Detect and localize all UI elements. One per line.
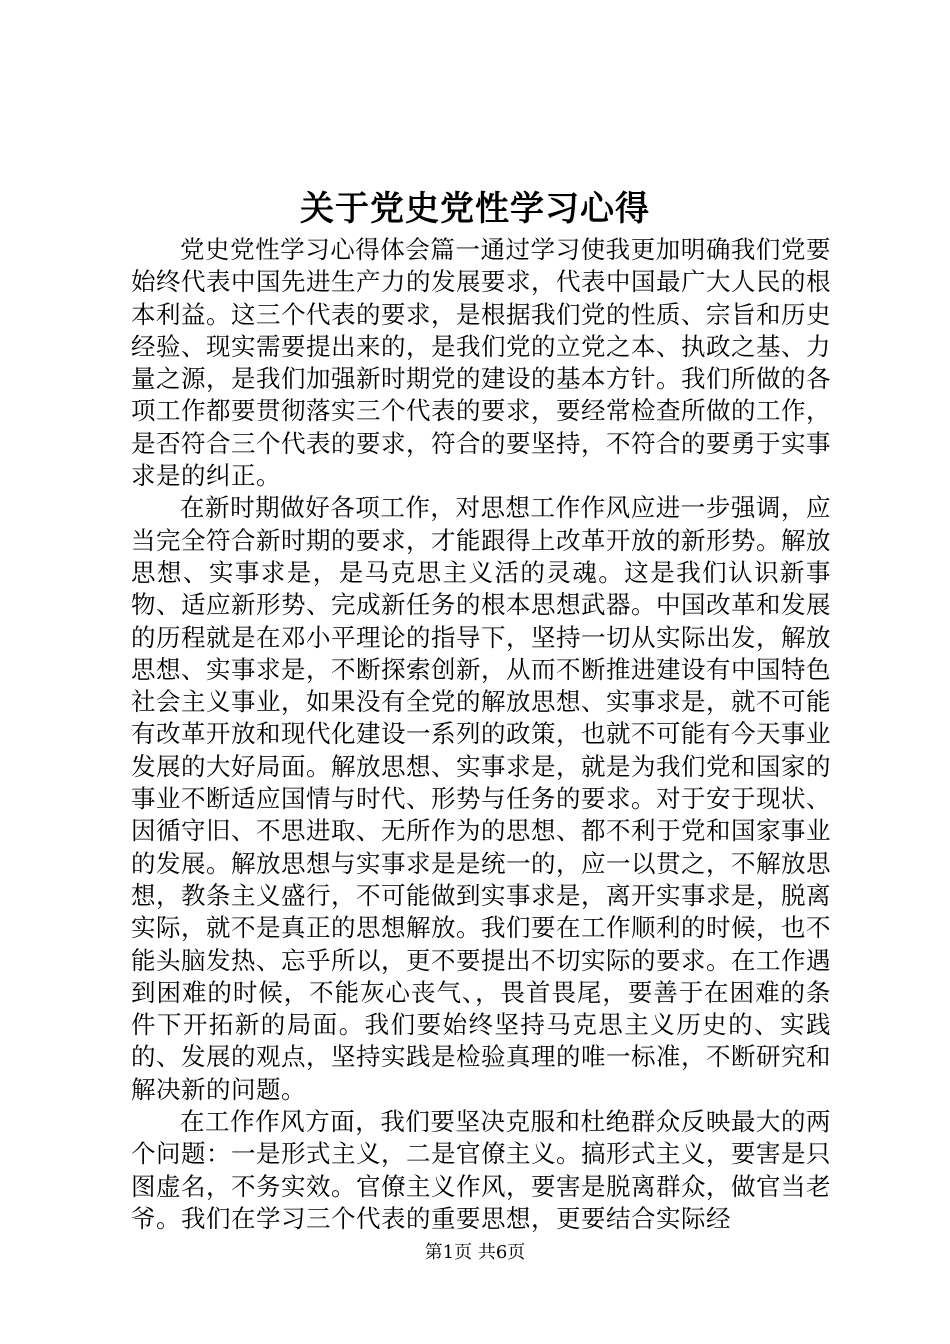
document-title: 关于党史党性学习心得: [300, 189, 650, 229]
page-footer: 第1页 共6页: [424, 1242, 526, 1263]
paragraph-1: 党史党性学习心得体会篇一通过学习使我更加明确我们党要始终代表中国先进生产力的发展要求，代表中国最广大人民的根本利益。这三个代表的要求，是根据我们党的性质、宗旨和历史经验、现实需要提出来的，是我们党的立党之本、执政之基、力量之源，是我们加强新时期党的建设的基本方针。我们所做的各项工作都要贯彻落实三个代表的要求，要经常检查所做的工作，是否符合三个代表的要求，符合的要坚持，不符合的要勇于实事求是的纠正。: [131, 235, 831, 491]
paragraph-3: 在工作作风方面，我们要坚决克服和杜绝群众反映最大的两个问题：一是形式主义，二是官僚主义。搞形式主义，要害是只图虚名，不务实效。官僚主义作风，要害是脱离群众，做官当老爷。我们在学习三个代表的重要思想，更要结合实际经: [131, 1107, 831, 1233]
paragraph-2: 在新时期做好各项工作，对思想工作作风应进一步强调，应当完全符合新时期的要求，才能跟得上改革开放的新形势。解放思想、实事求是，是马克思主义活的灵魂。这是我们认识新事物、适应新形势、完成新任务的根本思想武器。中国改革和发展的历程就是在邓小平理论的指导下，坚持一切从实际出发，解放思想、实事求是，不断探索创新，从而不断推进建设有中国特色社会主义事业，如果没有全党的解放思想、实事求是，就不可能有改革开放和现代化建设一系列的政策，也就不可能有今天事业发展的大好局面。解放思想、实事求是，就是为我们党和国家的事业不断适应国情与时代、形势与任务的要求。对于安于现状、因循守旧、不思进取、无所作为的思想、都不利于党和国家事业的发展。解放思想与实事求是是统一的，应一以贯之，不解放思想，教条主义盛行，不可能做到实事求是，离开实事求是，脱离实际，就不是真正的思想解放。我们要在工作顺利的时候，也不能头脑发热、忘乎所以，更不要提出不切实际的要求。在工作遇到困难的时候，不能灰心丧气、，畏首畏尾，要善于在困难的条件下开拓新的局面。我们要始终坚持马克思主义历史的、实践的、发展的观点，坚持实践是检验真理的唯一标准，不断研究和解决新的问题。: [131, 493, 831, 1104]
document-body: [131, 234, 831, 1235]
